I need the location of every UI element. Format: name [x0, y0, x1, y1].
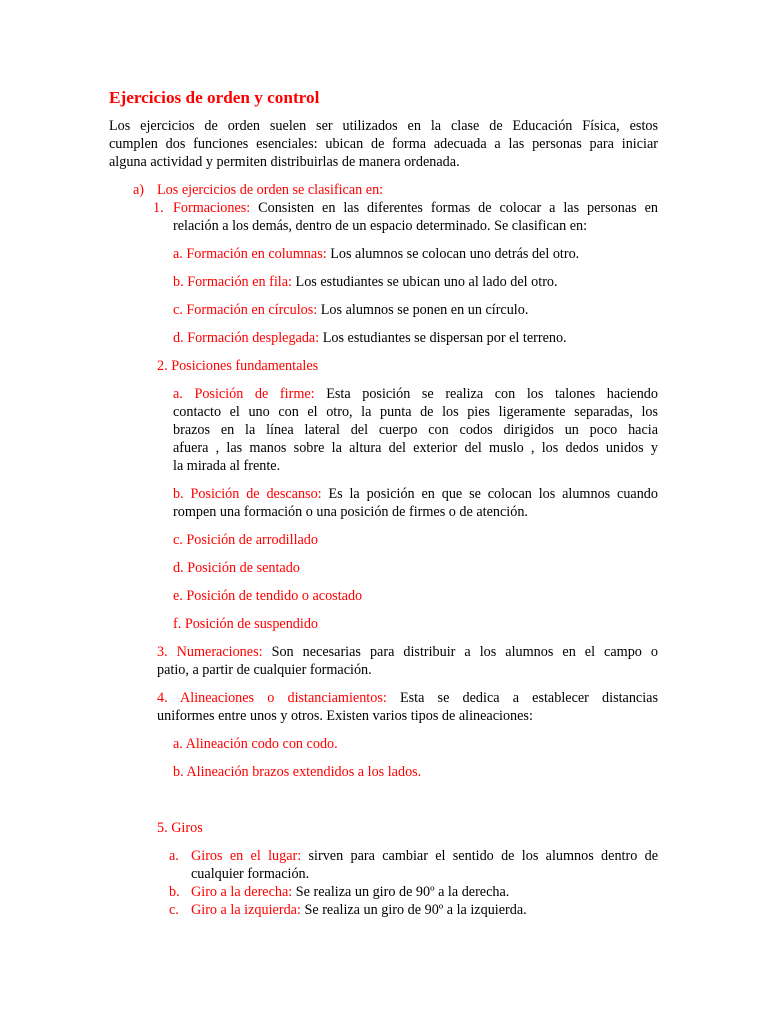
turn-in-place-label: Giros en el lugar:: [191, 848, 302, 864]
formation-circles-text: Los alumnos se ponen en un círculo.: [317, 302, 529, 318]
alignment-elbow: a. Alineación codo con codo.: [173, 736, 338, 752]
turn-b-marker: b.: [169, 884, 180, 900]
item-4-line-1: [157, 689, 658, 707]
turn-c-marker: c.: [169, 902, 179, 918]
turn-a-marker: a.: [169, 848, 179, 864]
item-1-line-1: [173, 199, 658, 217]
turn-left: [191, 901, 527, 919]
item-4-text: Esta se dedica a establecer distancias: [386, 690, 658, 706]
position-firm-line-1: [173, 385, 658, 403]
item-1-text: Consisten en las diferentes formas de colocar a las personas en: [250, 200, 658, 216]
position-kneeling: c. Posición de arrodillado: [173, 532, 318, 548]
position-rest-label: b. Posición de descanso:: [173, 486, 322, 502]
section-a-label: Los ejercicios de orden se clasifican en:: [157, 182, 384, 198]
turn-in-place-line-1: [191, 847, 658, 865]
intro-line-2: cumplen dos funciones esenciales: ubican de forma adecuada a las personas para iniciar: [109, 136, 658, 152]
section-a-marker: a): [133, 182, 145, 198]
item-3-text: Son necesarias para distribuir a los alumnos en el campo o: [262, 644, 658, 660]
position-suspended: f. Posición de suspendido: [173, 616, 319, 632]
formation-row-label: b. Formación en fila:: [173, 274, 292, 290]
item-3-label: 3. Numeraciones:: [157, 644, 263, 660]
item-1-label: Formaciones:: [173, 200, 251, 216]
position-firm-text: Esta posición se realiza con los talones haciendo: [314, 386, 658, 402]
formation-deployed-text: Los estudiantes se dispersan por el terreno.: [319, 330, 567, 346]
intro-line-1: Los ejercicios de orden suelen ser utilizados en la clase de Educación Física, estos: [109, 118, 658, 134]
item-3-line-1: [157, 643, 658, 661]
item-3-line-2: patio, a partir de cualquier formación.: [157, 662, 372, 678]
item-2-heading: 2. Posiciones fundamentales: [157, 358, 319, 374]
position-seated: d. Posición de sentado: [173, 560, 300, 576]
position-firm-line-2: contacto el uno con el otro, la punta de los pies ligeramente separadas, los: [173, 404, 658, 420]
formation-circles: [173, 301, 528, 319]
alignment-arms: b. Alineación brazos extendidos a los lados.: [173, 764, 422, 780]
item-5-heading: 5. Giros: [157, 820, 203, 836]
turn-right-label: Giro a la derecha:: [191, 884, 293, 900]
position-rest-line-1: [173, 485, 658, 503]
item-4-line-2: uniformes entre unos y otros. Existen varios tipos de alineaciones:: [157, 708, 533, 724]
formation-columns-label: a. Formación en columnas:: [173, 246, 327, 262]
turn-left-text: Se realiza un giro de 90º a la izquierda.: [300, 902, 527, 918]
turn-left-label: Giro a la izquierda:: [191, 902, 301, 918]
item-1-line-2: relación a los demás, dentro de un espacio determinado. Se clasifican en:: [173, 218, 588, 234]
intro-line-3: alguna actividad y permiten distribuirlas de manera ordenada.: [109, 154, 460, 170]
formation-row-text: Los estudiantes se ubican uno al lado del otro.: [292, 274, 558, 290]
position-firm-line-5: la mirada al frente.: [173, 458, 281, 474]
formation-deployed: [173, 329, 567, 347]
turn-in-place-text: sirven para cambiar el sentido de los alumnos dentro de: [301, 848, 659, 864]
formation-columns: [173, 245, 579, 263]
formation-columns-text: Los alumnos se colocan uno detrás del otro.: [326, 246, 580, 262]
formation-deployed-label: d. Formación desplegada:: [173, 330, 320, 346]
turn-in-place-line-2: cualquier formación.: [191, 866, 310, 882]
item-1-marker: 1.: [153, 200, 164, 216]
position-rest-text: Es la posición en que se colocan los alumnos cuando: [321, 486, 658, 502]
formation-row: [173, 273, 558, 291]
formation-circles-label: c. Formación en círculos:: [173, 302, 318, 318]
position-lying: e. Posición de tendido o acostado: [173, 588, 363, 604]
page-title: Ejercicios de orden y control: [109, 88, 320, 107]
position-rest-line-2: rompen una formación o una posición de firmes o de atención.: [173, 504, 528, 520]
position-firm-line-4: afuera , las manos sobre la altura del exterior del muslo , los dedos unidos y: [173, 440, 658, 456]
turn-right-text: Se realiza un giro de 90º a la derecha.: [292, 884, 510, 900]
position-firm-line-3: brazos en la línea lateral del cuerpo con codos dirigidos un poco hacia: [173, 422, 658, 438]
turn-right: [191, 883, 509, 901]
position-firm-label: a. Posición de firme:: [173, 386, 315, 402]
item-4-label: 4. Alineaciones o distanciamientos:: [157, 690, 387, 706]
